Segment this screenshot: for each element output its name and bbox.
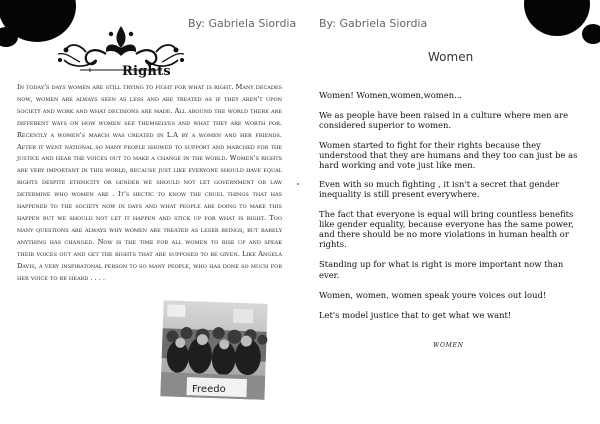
paragraph: Women started to fight for their rights because they understood that they are humans and they too can just be as hard working and vote just like men. bbox=[319, 139, 578, 171]
left-heading: Rights bbox=[122, 64, 171, 79]
signature: WOMEN bbox=[433, 342, 464, 349]
paragraph: Let's model justice that to get what we want! bbox=[319, 310, 512, 321]
paragraph: Women! Women,women,women... bbox=[319, 90, 463, 100]
march-photo bbox=[158, 300, 270, 402]
left-byline: By: Gabriela Siordia bbox=[188, 17, 297, 30]
paragraph: Standing up for what is right is more important now than ever. bbox=[319, 259, 564, 280]
paragraph: Even with so much fighting , it isn't a secret that gender inequality is still present everywhere. bbox=[319, 179, 560, 200]
photo-sign-text: Freedo bbox=[192, 384, 226, 395]
paragraph: The fact that everyone is equal will bring countless benefits like gender equality, because everyone has the same power, and there should be no more violations in human health or rights. bbox=[319, 208, 574, 250]
right-byline: By: Gabriela Siordia bbox=[319, 17, 428, 30]
paragraph: Women, women, women speak youre voices out loud! bbox=[319, 289, 547, 300]
right-title: Women bbox=[428, 50, 474, 64]
margin-dot bbox=[297, 183, 299, 185]
right-paragraphs bbox=[319, 90, 581, 320]
decorative-circle-top-right bbox=[524, 0, 590, 36]
paragraph: We as people have been raised in a culture where men are considered superior to women. bbox=[319, 110, 569, 131]
decorative-circle-small-left bbox=[0, 27, 18, 47]
decorative-circle-small-right bbox=[582, 24, 600, 44]
left-body-text: In today's days women are still trying to fight for what is right. Many decades now, women are always seen as less and are treated as if they aren't upon society and work and what decisions are made. All around the world there are different ways on how women see themselves and what they are worth for. Recently a women's march was created in L.A by a women and her friends. After it went national so many people showed to support and marched for the justice and hear the voices out to make a change in the world. Women's rights are very important in this world, because just like everyone should have equal rights despite ethnicity or gender we should not let government or law determine who women are . It's hectic to know the cruel things that has happened to the society now in days and what people are doing to make this happen but we should not let it happen and stick up for what is right. Too many questions are always why women are treated as leser beings, but barely anything has changed. Now is the time for all women to rise up and speak their voices out and get the rights that are supposed to be given. Like Angela Davis, a very inspiratonal person to so many people, who has done so much for her voice to be heard . . . . bbox=[17, 83, 282, 282]
